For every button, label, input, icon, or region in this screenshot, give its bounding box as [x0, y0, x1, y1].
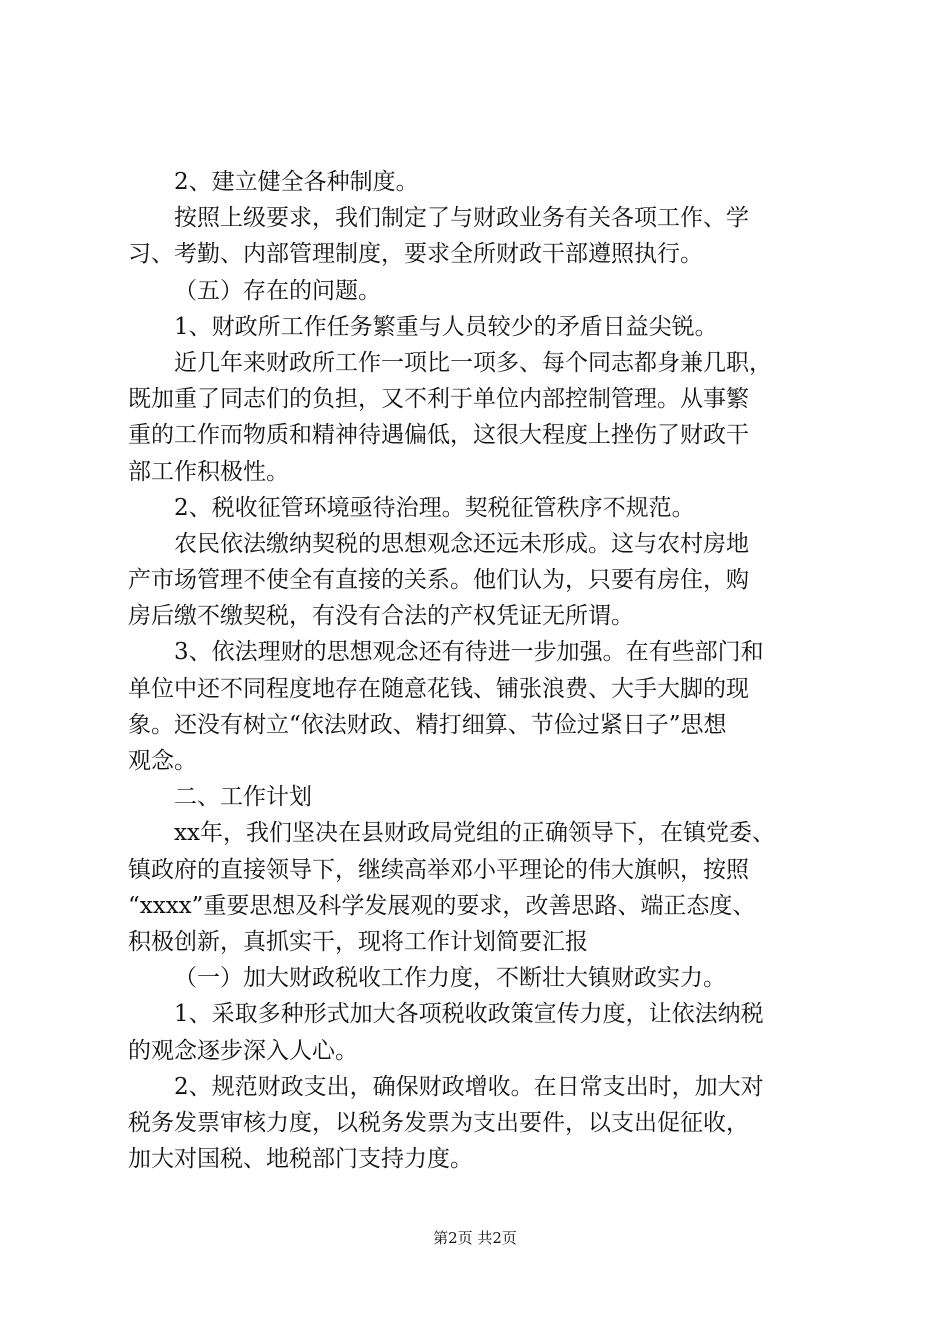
text-line: 重的工作而物质和精神待遇偏低，这很大程度上挫伤了财政干: [128, 422, 749, 449]
text-line: 2、建立健全各种制度。: [174, 169, 419, 195]
text-line: 税务发票审核力度，以税务发票为支出要件，以支出促征收，: [128, 1109, 749, 1136]
text-line: 2、规范财政支出，确保财政增收。在日常支出时，加大对: [174, 1073, 764, 1100]
text-line: 3、依法理财的思想观念还有待进一步加强。在有些部门和: [174, 639, 764, 666]
text-line: xx年，我们坚决在县财政局党组的正确领导下，在镇党委、: [174, 820, 775, 847]
text-line: 习、考勤、内部管理制度，要求全所财政干部遵照执行。: [128, 241, 703, 268]
text-line: 既加重了同志们的负担，又不利于单位内部控制管理。从事繁: [128, 386, 749, 413]
text-line: 2、税收征管环境亟待治理。契税征管秩序不规范。: [174, 494, 695, 521]
text-line: 单位中还不同程度地存在随意花钱、铺张浪费、大手大脚的现: [128, 675, 749, 702]
text-line: 1、财政所工作任务繁重与人员较少的矛盾日益尖锐。: [174, 313, 718, 340]
text-line: 房后缴不缴契税，有没有合法的产权凭证无所谓。: [128, 603, 634, 630]
page-number-footer: 第2页 共2页: [433, 1229, 517, 1247]
section-heading: （一）加大财政税收工作力度，不断壮大镇财政实力。: [174, 965, 726, 992]
text-line: 观念。: [128, 748, 197, 774]
text-line: 部工作积极性。: [128, 458, 289, 485]
text-line: 加大对国税、地税部门支持力度。: [128, 1146, 473, 1173]
text-line: 积极创新，真抓实干，现将工作计划简要汇报: [128, 928, 588, 955]
text-line: 镇政府的直接领导下，继续高举邓小平理论的伟大旗帜，按照: [128, 856, 749, 883]
text-line: 产市场管理不使全有直接的关系。他们认为，只要有房住，购: [128, 567, 749, 594]
text-line: 近几年来财政所工作一项比一项多、每个同志都身兼几职，: [174, 349, 772, 376]
section-heading: （五）存在的问题。: [174, 277, 381, 304]
text-line: 的观念逐步深入人心。: [128, 1037, 358, 1064]
text-line: 农民依法缴纳契税的思想观念还远未形成。这与农村房地: [174, 530, 749, 557]
document-body: [128, 164, 828, 1177]
text-line: 象。还没有树立“依法财政、精打细算、节俭过紧日子”思想: [128, 711, 727, 738]
text-line: “xxxx”重要思想及科学发展观的要求，改善思路、端正态度、: [128, 892, 756, 919]
section-heading: 二、工作计划: [174, 784, 312, 811]
text-line: 按照上级要求，我们制定了与财政业务有关各项工作、学: [174, 205, 749, 232]
text-line: 1、采取多种形式加大各项税收政策宣传力度，让依法纳税: [174, 1001, 764, 1028]
